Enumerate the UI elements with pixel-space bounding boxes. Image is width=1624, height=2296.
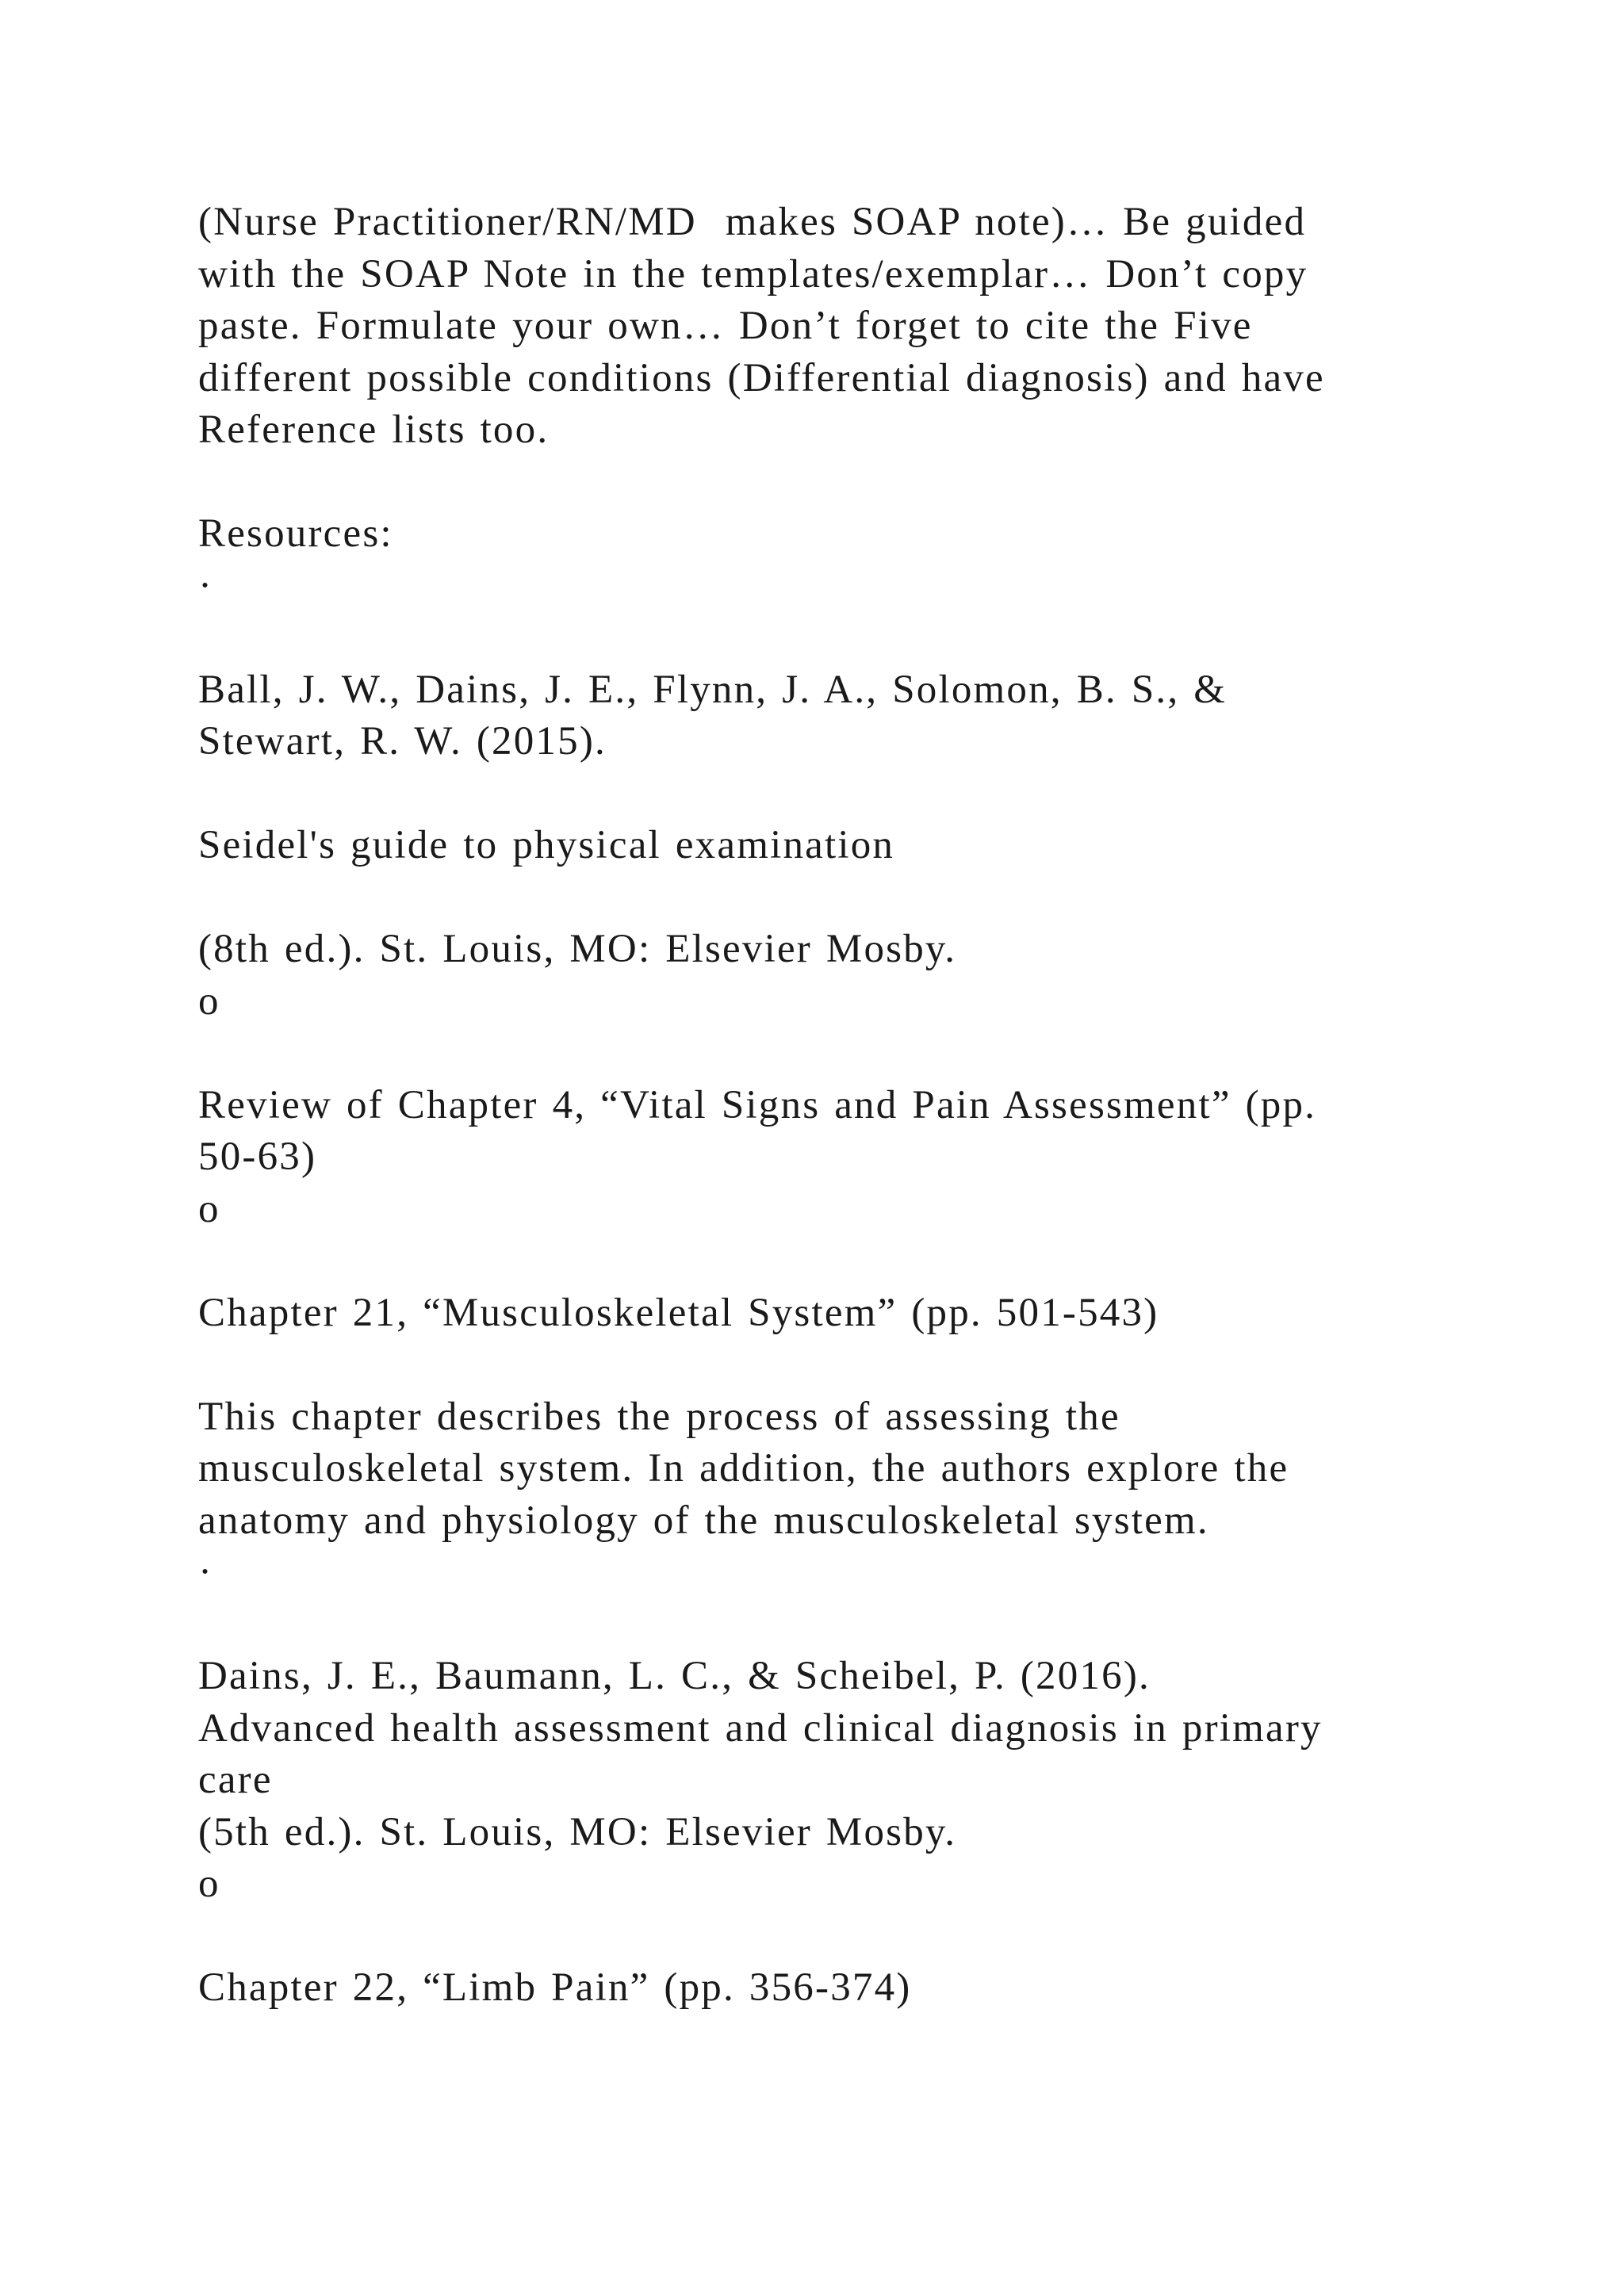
chapter-line: 50-63)	[198, 1135, 317, 1179]
blank-line	[198, 1599, 1546, 1651]
blank-line	[198, 1911, 1546, 1963]
resources-heading: Resources:	[198, 511, 393, 556]
reference-title: Seidel's guide to physical examination	[198, 823, 895, 867]
intro-line: Reference lists too.	[198, 408, 550, 452]
blank-line	[198, 1235, 1546, 1288]
chapter-line: Chapter 21, “Musculoskeletal System” (pp. 501-543)	[198, 1290, 1159, 1335]
intro-line: paste. Formulate your own… Don’t forget to cite the Five	[198, 304, 1253, 348]
reference-ball	[198, 664, 1546, 768]
blank-line	[198, 1339, 1546, 1391]
intro-line: with the SOAP Note in the templates/exemplar… Don’t copy	[198, 251, 1308, 297]
document-body	[198, 197, 1546, 2015]
blank-line	[198, 768, 1546, 821]
reference-line: (5th ed.). St. Louis, MO: Elsevier Mosby.	[198, 1809, 957, 1854]
reference-line: Advanced health assessment and clinical diagnosis in primary	[198, 1705, 1323, 1751]
reference-dains	[198, 1651, 1546, 1858]
bullet-o: o	[198, 978, 220, 1024]
bullet-o: o	[198, 1862, 220, 1906]
reference-chapter-item	[198, 1080, 1546, 1184]
reference-authors: Ball, J. W., Dains, J. E., Flynn, J. A., Solomon, B. S., &	[198, 667, 1228, 712]
reference-line: care	[198, 1758, 273, 1802]
blank-line	[198, 1027, 1546, 1080]
intro-line: different possible conditions (Differential diagnosis) and have	[198, 355, 1325, 400]
chapter-description	[198, 1391, 1546, 1548]
intro-line: (Nurse Practitioner/RN/MD makes SOAP note)… Be guided	[198, 200, 1307, 244]
blank-line	[198, 457, 1546, 509]
chapter-line: Chapter 22, “Limb Pain” (pp. 356-374)	[198, 1965, 912, 2010]
bullet-o: o	[198, 1186, 220, 1231]
reference-authors: Stewart, R. W. (2015).	[198, 719, 607, 763]
blank-line	[198, 872, 1546, 924]
reference-edition: (8th ed.). St. Louis, MO: Elsevier Mosby.	[198, 927, 957, 971]
blank-line	[198, 612, 1546, 664]
bullet-dot: ·	[198, 1550, 214, 1594]
reference-line: Dains, J. E., Baumann, L. C., & Scheibel, P. (2016).	[198, 1654, 1151, 1698]
description-line: anatomy and physiology of the musculoskeletal system.	[198, 1498, 1209, 1543]
bullet-dot: ·	[198, 563, 214, 608]
description-line: musculoskeletal system. In addition, the authors explore the	[198, 1446, 1289, 1490]
description-line: This chapter describes the process of assessing the	[198, 1394, 1120, 1439]
intro-paragraph	[198, 197, 1546, 457]
chapter-line: Review of Chapter 4, “Vital Signs and Pain Assessment” (pp.	[198, 1082, 1317, 1127]
